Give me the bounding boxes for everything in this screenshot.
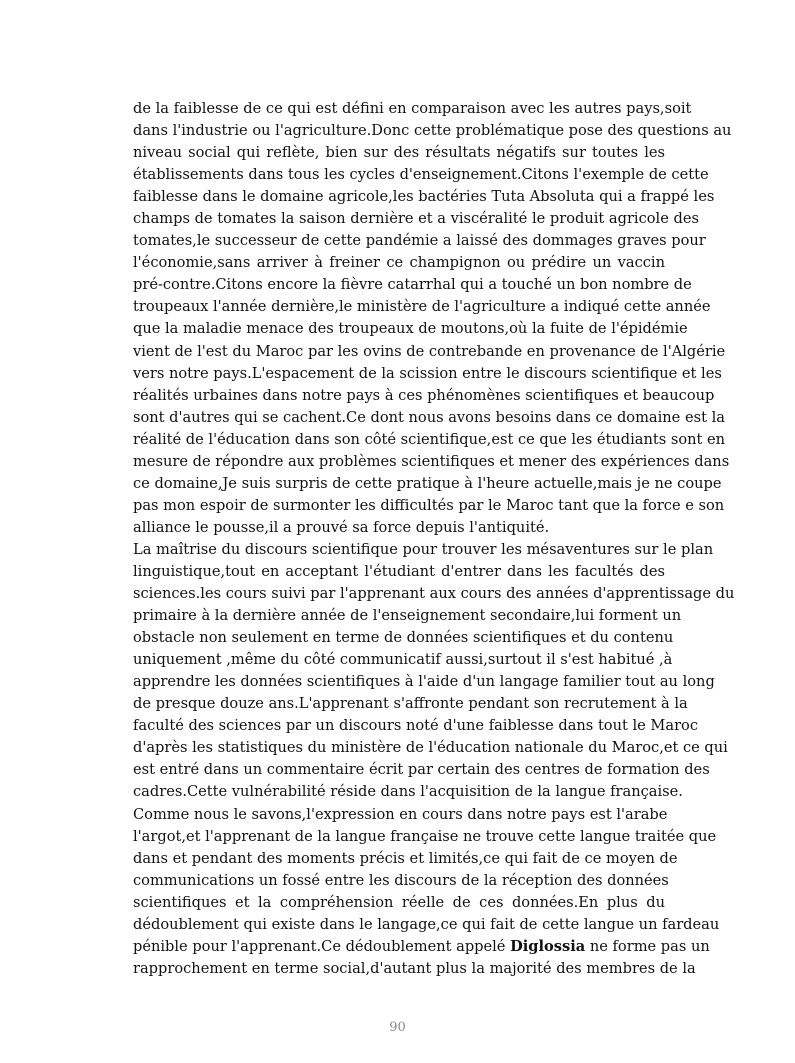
- text-line: faiblesse dans le domaine agricole,les bactéries Tuta Absoluta qui a frappé les: [133, 188, 715, 206]
- text-line: cadres.Cette vulnérabilité réside dans l'acquisition de la langue française.: [133, 783, 683, 801]
- text-line: pas mon espoir de surmonter les difficultés par le Maroc tant que la force e son: [133, 496, 725, 514]
- text-line: mesure de répondre aux problèmes scientifiques et mener des expériences dans: [133, 452, 730, 470]
- text-line: établissements dans tous les cycles d'enseignement.Citons l'exemple de cette: [133, 166, 709, 184]
- bold-term-diglossia: Diglossia: [510, 937, 586, 955]
- text-line: de la faiblesse de ce qui est défini en comparaison avec les autres pays,soit: [133, 100, 692, 117]
- text-line: obstacle non seulement en terme de données scientifiques et du contenu: [133, 629, 674, 647]
- text-line: dans l'industrie ou l'agriculture.Donc cette problématique pose des questions au: [133, 122, 732, 140]
- text-line: de presque douze ans.L'apprenant s'affronte pendant son recrutement à la: [133, 695, 688, 713]
- text-line: l'argot,et l'apprenant de la langue française ne trouve cette langue traitée que: [133, 827, 717, 845]
- page-number: 90: [389, 1020, 406, 1035]
- body-text: [133, 98, 735, 980]
- text-line: communications un fossé entre les discours de la réception des données: [133, 871, 669, 889]
- text-line: vers notre pays.L'espacement de la scission entre le discours scientifique et les: [133, 364, 722, 382]
- text-line: pré-contre.Citons encore la fièvre catarrhal qui a touché un bon nombre de: [133, 276, 692, 294]
- text-line: linguistique,tout en acceptant l'étudiant d'entrer dans les facultés des: [133, 562, 665, 580]
- text-line: primaire à la dernière année de l'enseignement secondaire,lui forment un: [133, 607, 682, 625]
- text-line: sont d'autres qui se cachent.Ce dont nous avons besoins dans ce domaine est la: [133, 408, 725, 426]
- text-line: est entré dans un commentaire écrit par certain des centres de formation des: [133, 761, 710, 779]
- text-line: rapprochement en terme social,d'autant plus la majorité des membres de la: [133, 959, 696, 977]
- text-line: ce domaine,Je suis surpris de cette pratique à l'heure actuelle,mais je ne coupe: [133, 474, 722, 492]
- text-line: dédoublement qui existe dans le langage,ce qui fait de cette langue un fardeau: [133, 915, 720, 933]
- text-line: l'économie,sans arriver à freiner ce champignon ou prédire un vaccin: [133, 254, 665, 272]
- text-line-with-bold: [133, 936, 710, 958]
- text-line: vient de l'est du Maroc par les ovins de contrebande en provenance de l'Algérie: [133, 342, 726, 360]
- text-line: d'après les statistiques du ministère de l'éducation nationale du Maroc,et ce qui: [133, 739, 728, 757]
- text-line: dans et pendant des moments précis et limités,ce qui fait de ce moyen de: [133, 849, 678, 867]
- text-line: réalités urbaines dans notre pays à ces phénomènes scientifiques et beaucoup: [133, 386, 715, 404]
- text-line: apprendre les données scientifiques à l'aide d'un langage familier tout au long: [133, 673, 715, 691]
- text-line: sciences.les cours suivi par l'apprenant aux cours des années d'apprentissage du: [133, 585, 735, 603]
- text-line: alliance le pousse,il a prouvé sa force depuis l'antiquité.: [133, 518, 550, 536]
- text-line: niveau social qui reflète, bien sur des résultats négatifs sur toutes les: [133, 144, 665, 162]
- text-line: tomates,le successeur de cette pandémie a laissé des dommages graves pour: [133, 232, 706, 250]
- text-line: champs de tomates la saison dernière et a viscéralité le produit agricole des: [133, 210, 699, 228]
- text-line: troupeaux l'année dernière,le ministère de l'agriculture a indiqué cette année: [133, 298, 711, 316]
- text-segment: pénible pour l'apprenant.Ce dédoublement appelé: [133, 937, 511, 955]
- text-line: Comme nous le savons,l'expression en cours dans notre pays est l'arabe: [133, 805, 668, 823]
- text-line: réalité de l'éducation dans son côté scientifique,est ce que les étudiants sont en: [133, 430, 726, 448]
- text-line: La maîtrise du discours scientifique pour trouver les mésaventures sur le plan: [133, 540, 714, 558]
- text-line: faculté des sciences par un discours noté d'une faiblesse dans tout le Maroc: [133, 717, 699, 735]
- text-line: que la maladie menace des troupeaux de moutons,où la fuite de l'épidémie: [133, 320, 688, 338]
- text-line: uniquement ,même du côté communicatif aussi,surtout il s'est habitué ,à: [133, 651, 673, 669]
- text-segment: ne forme pas un: [585, 937, 710, 955]
- text-line: scientifiques et la compréhension réelle de ces données.En plus du: [133, 893, 665, 911]
